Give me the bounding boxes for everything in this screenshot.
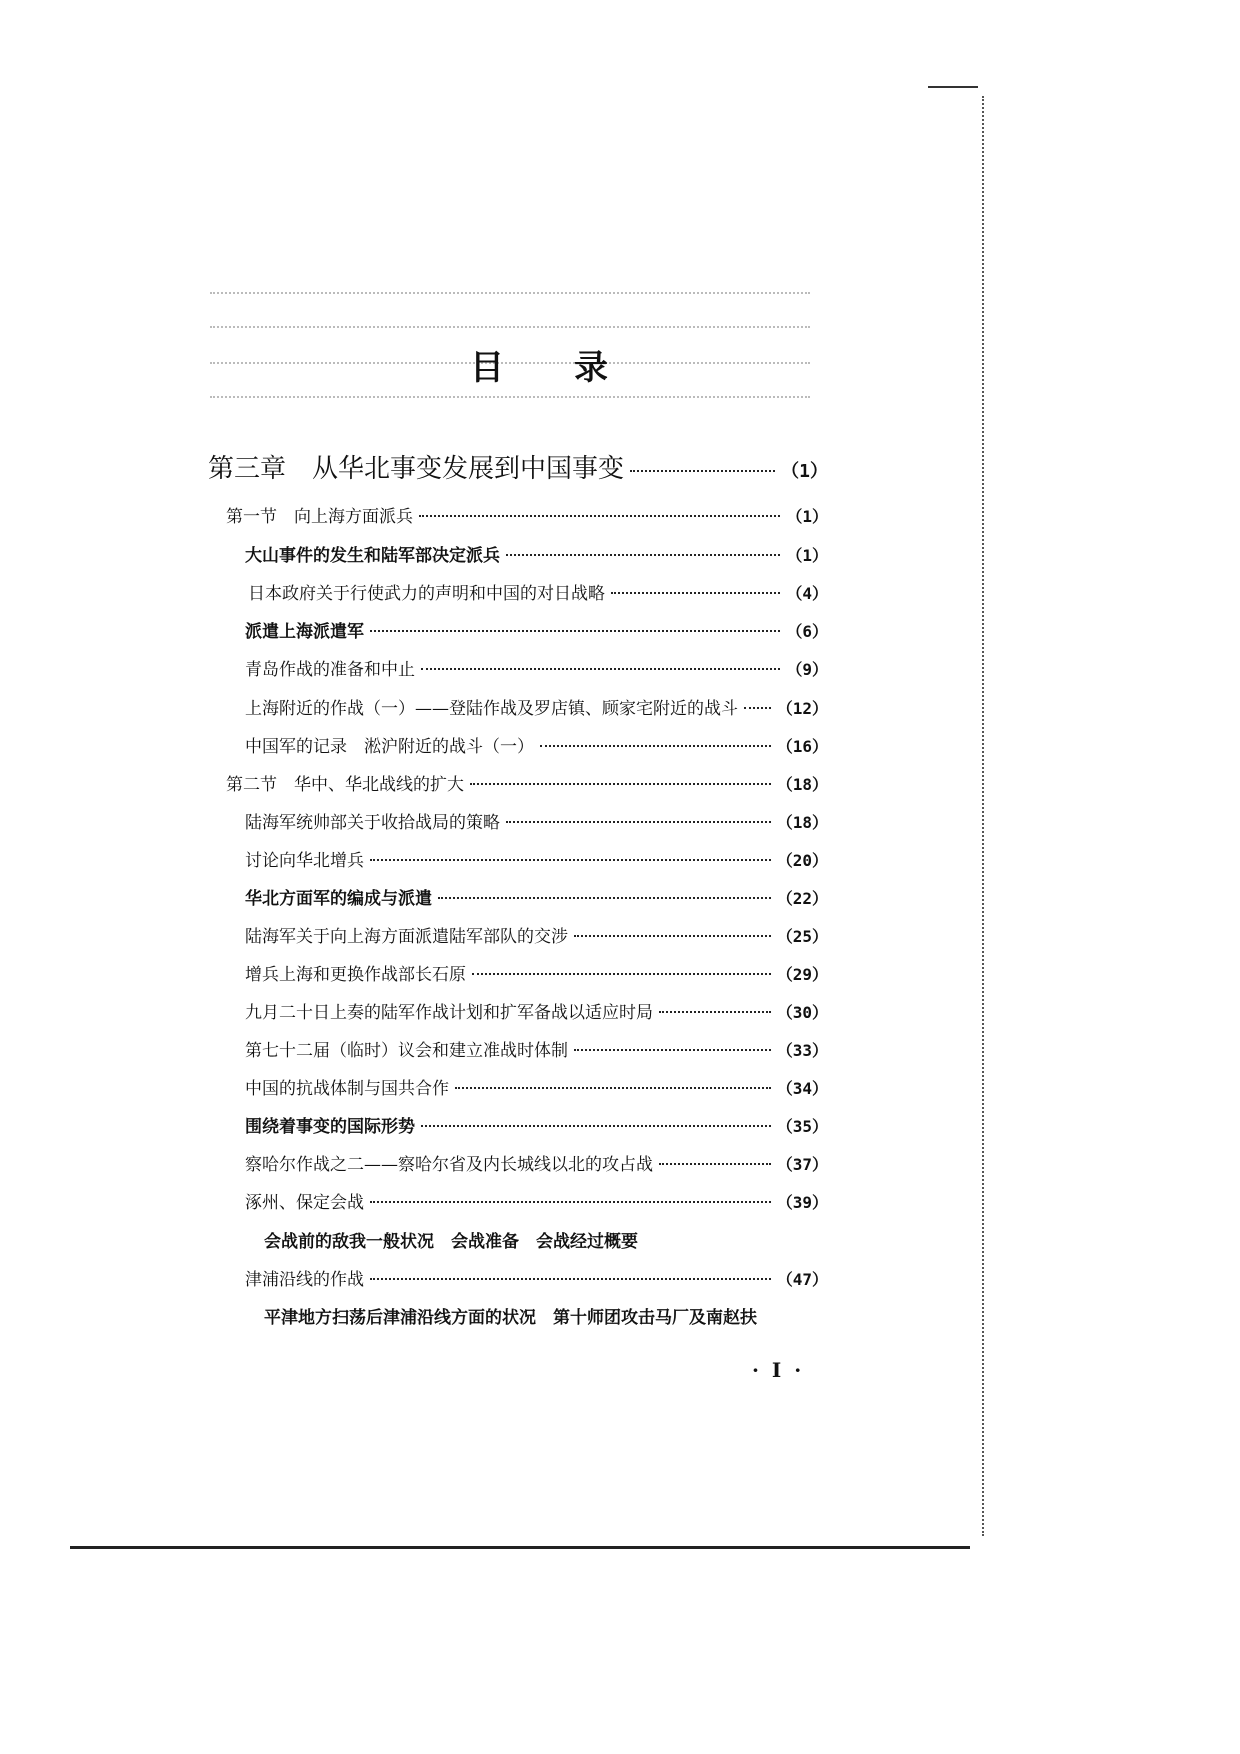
dot-leader bbox=[611, 592, 780, 594]
toc-page-number: （1） bbox=[786, 546, 828, 565]
scan-bottom-line bbox=[70, 1546, 970, 1549]
dot-leader bbox=[506, 821, 771, 823]
toc-page-number: （18） bbox=[776, 775, 828, 794]
dot-leader bbox=[438, 897, 771, 899]
page-number-footer: · I · bbox=[752, 1358, 805, 1382]
toc-subtopics bbox=[264, 1227, 638, 1252]
toc-label: 讨论向华北增兵 bbox=[245, 851, 364, 871]
toc-page-number: （22） bbox=[776, 889, 828, 908]
dot-leader bbox=[659, 1163, 771, 1165]
toc-section[interactable] bbox=[226, 770, 828, 795]
toc-label: 增兵上海和更换作战部长石原 bbox=[245, 965, 466, 985]
toc-item[interactable] bbox=[245, 1112, 828, 1137]
dot-leader bbox=[540, 745, 771, 747]
toc-label: 围绕着事变的国际形势 bbox=[245, 1117, 415, 1137]
toc-page-number: （29） bbox=[776, 965, 828, 984]
toc-label: 派遣上海派遣军 bbox=[245, 622, 364, 642]
toc-page-number: （9） bbox=[786, 660, 828, 679]
toc-item[interactable] bbox=[245, 1074, 828, 1099]
dot-leader bbox=[370, 1278, 771, 1280]
show-through-line bbox=[210, 292, 810, 304]
toc-label: 中国的抗战体制与国共合作 bbox=[245, 1079, 449, 1099]
toc-page-number: （33） bbox=[776, 1041, 828, 1060]
toc-label: 陆海军统帅部关于收拾战局的策略 bbox=[245, 813, 500, 833]
toc-label: 察哈尔作战之二——察哈尔省及内长城线以北的攻占战 bbox=[245, 1155, 653, 1175]
toc-page-number: （6） bbox=[786, 622, 828, 641]
toc-page-number: （1） bbox=[786, 507, 828, 526]
dot-leader bbox=[659, 1011, 771, 1013]
toc-item[interactable] bbox=[245, 1265, 828, 1290]
title-char-1: 目 bbox=[470, 348, 506, 388]
toc-label: 第三章 从华北事变发展到中国事变 bbox=[208, 454, 625, 484]
scan-edge-top bbox=[928, 86, 978, 88]
toc-label: 第七十二届（临时）议会和建立准战时体制 bbox=[245, 1041, 568, 1061]
toc-item[interactable] bbox=[245, 1036, 828, 1061]
toc-item[interactable] bbox=[245, 1188, 828, 1213]
toc-chapter[interactable] bbox=[208, 448, 828, 485]
dot-leader bbox=[421, 668, 780, 670]
dot-leader bbox=[574, 935, 771, 937]
toc-item[interactable] bbox=[245, 694, 828, 719]
toc-section[interactable] bbox=[226, 502, 828, 527]
toc-label: 大山事件的发生和陆军部决定派兵 bbox=[245, 546, 500, 566]
toc-item[interactable] bbox=[245, 922, 828, 947]
dot-leader bbox=[630, 470, 775, 472]
toc-item[interactable] bbox=[245, 541, 828, 566]
toc-label: 津浦沿线的作战 bbox=[245, 1270, 364, 1290]
toc-label: 第一节 向上海方面派兵 bbox=[226, 507, 413, 527]
dot-leader bbox=[472, 973, 771, 975]
show-through-line bbox=[210, 396, 810, 408]
toc-page-number: （18） bbox=[776, 813, 828, 832]
toc-page-number: （37） bbox=[776, 1155, 828, 1174]
toc-note-text: 平津地方扫荡后津浦沿线方面的状况 第十师团攻击马厂及南赵扶 bbox=[264, 1308, 757, 1328]
dot-leader bbox=[370, 1201, 771, 1203]
toc-page-number: （20） bbox=[776, 851, 828, 870]
toc-item[interactable] bbox=[245, 960, 828, 985]
toc-item[interactable] bbox=[245, 808, 828, 833]
dot-leader bbox=[421, 1125, 771, 1127]
toc-label: 青岛作战的准备和中止 bbox=[245, 660, 415, 680]
toc-page-number: （35） bbox=[776, 1117, 828, 1136]
toc-page-number: （34） bbox=[776, 1079, 828, 1098]
toc-page-number: （4） bbox=[786, 584, 828, 603]
toc-item[interactable] bbox=[245, 655, 828, 680]
toc-page-number: （47） bbox=[776, 1270, 828, 1289]
toc-label: 第二节 华中、华北战线的扩大 bbox=[226, 775, 464, 795]
toc-subtopics bbox=[264, 1303, 757, 1328]
toc-page-number: （12） bbox=[776, 699, 828, 718]
toc-item[interactable] bbox=[245, 998, 828, 1023]
toc-page-number: （39） bbox=[776, 1193, 828, 1212]
toc-item[interactable] bbox=[245, 884, 828, 909]
toc-page-number: （30） bbox=[776, 1003, 828, 1022]
toc-label: 涿州、保定会战 bbox=[245, 1193, 364, 1213]
toc-label: 陆海军关于向上海方面派遣陆军部队的交涉 bbox=[245, 927, 568, 947]
dot-leader bbox=[574, 1049, 771, 1051]
dot-leader bbox=[744, 707, 771, 709]
toc-item[interactable] bbox=[245, 732, 828, 757]
page-title bbox=[470, 340, 610, 389]
toc-page-number: （1） bbox=[781, 461, 828, 482]
dot-leader bbox=[419, 515, 780, 517]
toc-label: 中国军的记录 淞沪附近的战斗（一） bbox=[245, 737, 534, 757]
title-char-2: 录 bbox=[574, 348, 610, 388]
toc-page-number: （25） bbox=[776, 927, 828, 946]
dot-leader bbox=[370, 630, 780, 632]
toc-item[interactable] bbox=[245, 1150, 828, 1175]
toc-item[interactable] bbox=[245, 846, 828, 871]
toc-label: 上海附近的作战（一）——登陆作战及罗店镇、顾家宅附近的战斗 bbox=[245, 699, 738, 719]
dot-leader bbox=[470, 783, 771, 785]
toc-note-text: 会战前的敌我一般状况 会战准备 会战经过概要 bbox=[264, 1232, 638, 1252]
toc-page-number: （16） bbox=[776, 737, 828, 756]
toc-label: 九月二十日上奏的陆军作战计划和扩军备战以适应时局 bbox=[245, 1003, 653, 1023]
toc-label: 华北方面军的编成与派遣 bbox=[245, 889, 432, 909]
scan-edge-right bbox=[982, 96, 984, 1536]
dot-leader bbox=[455, 1087, 771, 1089]
dot-leader bbox=[370, 859, 771, 861]
toc-item[interactable] bbox=[245, 617, 828, 642]
toc-label: 日本政府关于行使武力的声明和中国的对日战略 bbox=[248, 584, 605, 604]
dot-leader bbox=[506, 554, 780, 556]
toc-item[interactable] bbox=[248, 579, 828, 604]
show-through-line bbox=[210, 326, 810, 338]
